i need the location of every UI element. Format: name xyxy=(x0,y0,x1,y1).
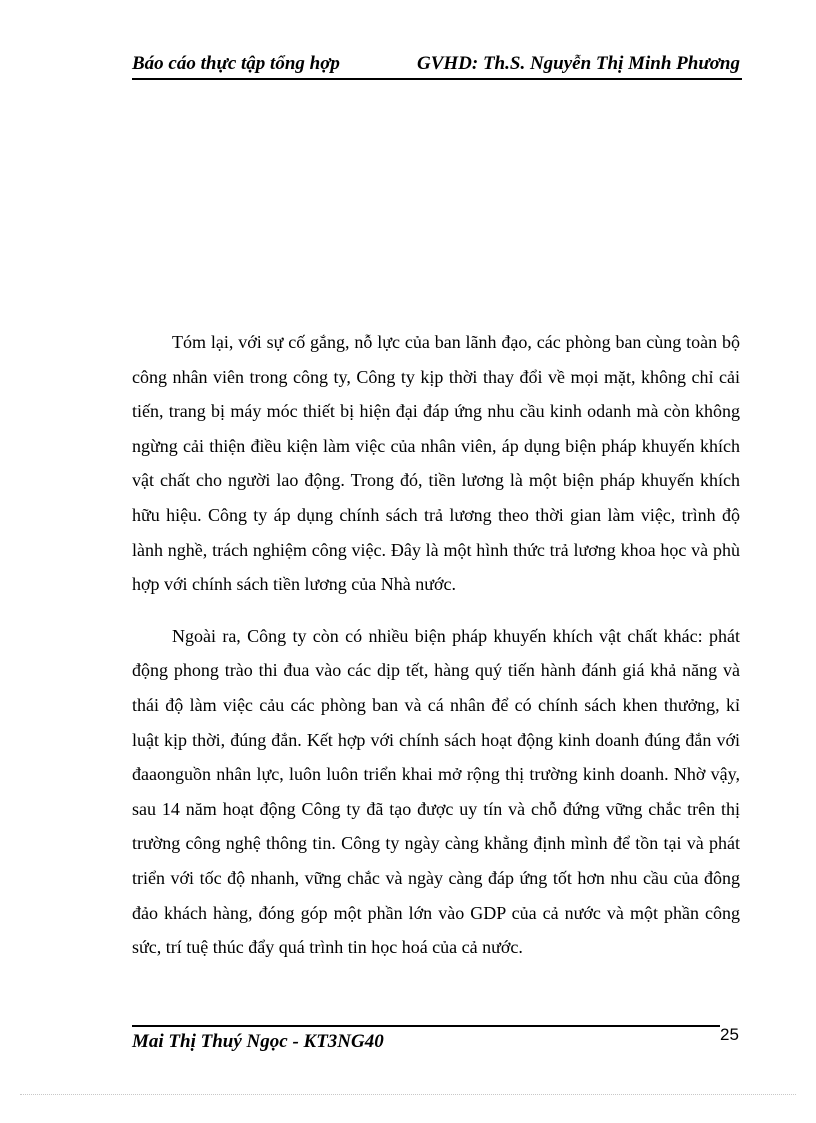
page-header xyxy=(132,51,740,77)
footer-divider xyxy=(132,1025,720,1027)
page-number: 25 xyxy=(720,1025,739,1044)
supervisor-name: GVHD: Th.S. Nguyễn Thị Minh Phương xyxy=(416,53,740,74)
paragraph-1: Tóm lại, với sự cố gắng, nỗ lực của ban lãnh đạo, các phòng ban cùng toàn bộ công nhân viên trong công ty, Công ty kịp thời thay đổi về mọi mặt, không chỉ cải tiến, trang bị máy móc thiết bị hiện đại đáp ứng nhu cầu kinh odanh mà còn không ngừng cải thiện điều kiện làm việc của nhân viên, áp dụng biện pháp khuyến khích vật chất cho người lao động. Trong đó, tiền lương là một biện pháp khuyến khích hữu hiệu. Công ty áp dụng chính sách trả lương theo thời gian làm việc, trình độ lành nghề, trách nghiệm công việc. Đây là một hình thức trả lương khoa học và phù hợp với chính sách tiền lương của Nhà nước. xyxy=(132,332,740,595)
author-name: Mai Thị Thuý Ngọc - KT3NG40 xyxy=(132,1031,384,1052)
header-divider xyxy=(132,78,742,80)
body-text xyxy=(132,325,740,965)
page-bottom-border xyxy=(20,1094,796,1095)
paragraph-2: Ngoài ra, Công ty còn có nhiều biện pháp khuyến khích vật chất khác: phát động phong trào thi đua vào các dịp tết, hàng quý tiến hành đánh giá khả năng và thái độ làm việc cảu các phòng ban và cá nhân để có chính sách khen thưởng, kỉ luật kịp thời, đúng đắn. Kết hợp với chính sách hoạt động kinh doanh đúng đắn với đaaonguồn nhân lực, luôn luôn triển khai mở rộng thị trường kinh doanh. Nhờ vậy, sau 14 năm hoạt động Công ty đã tạo được uy tín và chỗ đứng vững chắc trên thị trường công nghệ thông tin. Công ty ngày càng khẳng định mình để tồn tại và phát triển với tốc độ nhanh, vững chắc và ngày càng đáp ứng tốt hơn nhu cầu của đông đảo khách hàng, đóng góp một phần lớn vào GDP của cả nước và một phần công sức, trí tuệ thúc đẩy quá trình tin học hoá của cả nước. xyxy=(132,625,740,958)
report-title: Báo cáo thực tập tổng hợp xyxy=(132,53,340,74)
